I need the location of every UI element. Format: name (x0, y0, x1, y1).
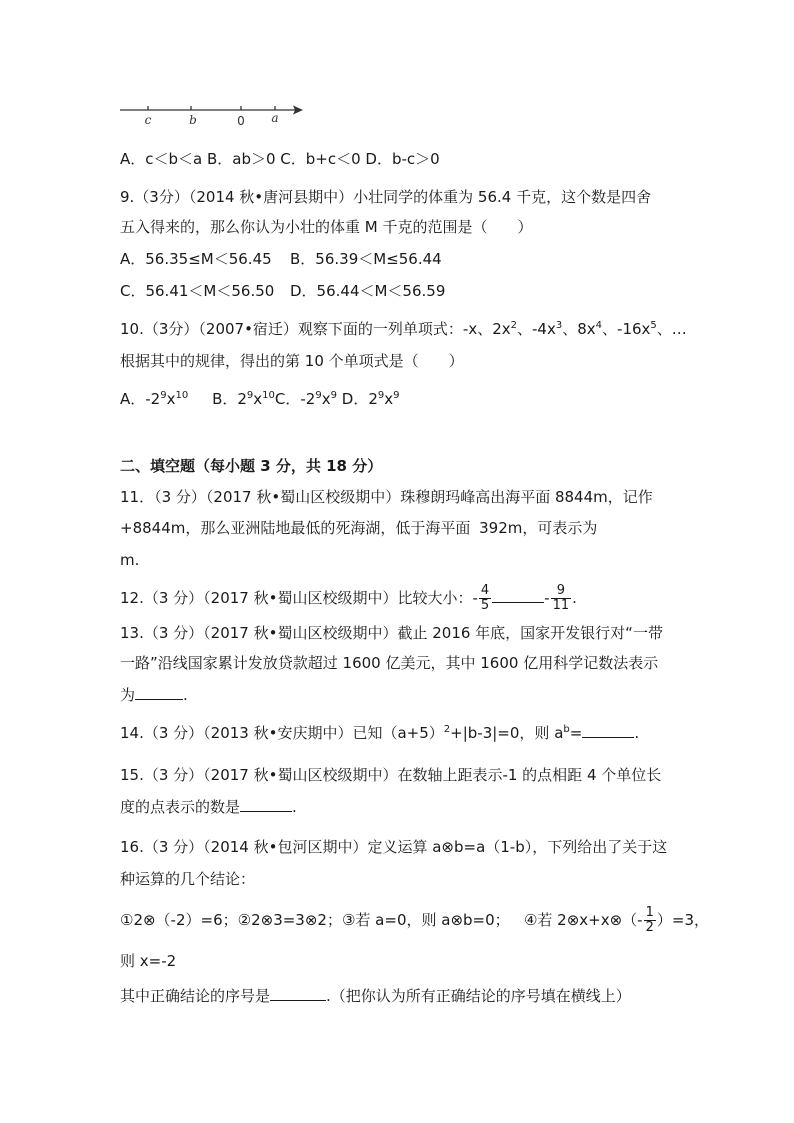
q11-stem-2: +8844m，那么亚洲陆地最低的死海湖，低于海平面 392m，可表示为 (120, 519, 598, 537)
q16-conclusions (120, 906, 709, 935)
tick-label-b: b (189, 113, 197, 127)
q15-line-2: 度的点表示的数是 . (120, 798, 297, 816)
fraction-4-5: $\frac{4}{5}$ (480, 583, 490, 613)
q10-line-1: 10.（3分）（2007•宿迁）观察下面的一列单项式：-x、$2x^2$、$-4x^3$、$8x^4$、$-16x^5$、… (120, 320, 687, 338)
q9-stem-2: 五入得来的，那么你认为小壮的体重 M 千克的范围是（ ） (120, 218, 533, 236)
q9-stem-1: 9.（3分）（2014 秋•唐河县期中）小壮同学的体重为 56.4 千克，这个数是四舍 (120, 188, 652, 206)
q11-stem-1: 11．（3 分）（2017 秋•蜀山区校级期中）珠穆朗玛峰高出海平面 8844m，记作 (120, 488, 653, 506)
q8-options (120, 149, 440, 169)
q16-stem-4: 则 x=-2 (120, 952, 177, 970)
q10-stem-prefix: 10.（3分）（2007•宿迁）观察下面的一列单项式： (120, 320, 463, 338)
q16-conclusion-4: ④若 2⊗x+x⊗（- (523, 911, 643, 929)
tick-label-a: a (271, 111, 279, 125)
q13-line-3: 为 . (120, 686, 188, 704)
q16-conclusion-3: ③若 a=0，则 a⊗b=0； (341, 911, 510, 929)
q10-option-c: C．$-2^9x^9$ (274, 390, 337, 408)
q16-conclusion-2: ②2⊗3=3⊗2； (237, 911, 342, 929)
q16-stem-5b: .（把你认为所有正确结论的序号填在横线上） (326, 987, 631, 1005)
q10-option-a: A．$-2^9x^{10}$ (120, 390, 189, 408)
q11-line-3 (120, 550, 139, 570)
q9-option-d: D．56.44＜M＜56.59 (290, 282, 446, 300)
q9-options-row-2 (120, 281, 445, 301)
q12-stem: 12.（3 分）（2017 秋•蜀山区校级期中）比较大小： (120, 589, 473, 607)
q16-line-5 (120, 986, 631, 1006)
q13-line-1 (120, 623, 663, 643)
q16-line-4 (120, 951, 176, 971)
q16-stem-5a: 其中正确结论的序号是 (120, 987, 271, 1005)
q9-option-a: A．56.35≤M＜56.45 (120, 250, 272, 268)
answer-blank[interactable] (582, 723, 634, 738)
q9-line-2 (120, 217, 532, 237)
q10-stem-2: 根据其中的规律，得出的第 10 个单项式是（ ） (120, 352, 464, 370)
q10-line-2 (120, 351, 464, 371)
q16-stem-1: 16.（3 分）（2014 秋•包河区期中）定义运算 a⊗b=a（1-b），下列给出了关于这 (120, 838, 668, 856)
q13-stem-2: 一路”沿线国家累计发放贷款超过 1600 亿美元，其中 1600 亿用科学记数法表示 (120, 654, 659, 672)
q13-line-2 (120, 653, 658, 673)
q9-line-1 (120, 187, 651, 207)
q13-stem-3: 为 (120, 686, 136, 704)
q16-line-2 (120, 869, 255, 889)
q16-stem-2: 种运算的几个结论： (120, 870, 256, 888)
q10-options (120, 389, 400, 409)
q16-conclusion-4-end: ）=3， (656, 911, 710, 929)
fraction-1-2: $\frac{1}{2}$ (645, 905, 654, 935)
answer-blank[interactable] (135, 685, 183, 700)
tick-label-c: c (144, 113, 152, 127)
q10-option-b: B．$2^9x^{10}$ (212, 390, 275, 408)
q15-stem-2: 度的点表示的数是 (120, 798, 241, 816)
q9-option-b: B．56.39＜M≤56.44 (290, 250, 442, 268)
q8-options-text: A．c＜b＜a B．ab＞0 C．b+c＜0 D．b-c＞0 (120, 150, 440, 168)
q15-line-1 (120, 765, 661, 785)
tick-label-0: 0 (237, 114, 245, 128)
q15-stem-1: 15.（3 分）（2017 秋•蜀山区校级期中）在数轴上距表示-1 的点相距 4 个单位长 (120, 766, 662, 784)
q14-stem: 14.（3 分）（2013 秋•安庆期中）已知 (120, 724, 383, 742)
fraction-9-11: $\frac{9}{11}$ (552, 583, 570, 613)
q9-option-c: C．56.41＜M＜56.50 (120, 282, 275, 300)
q9-options-row-1 (120, 249, 442, 269)
answer-blank[interactable] (492, 588, 544, 603)
number-line-figure (115, 96, 315, 132)
q16-conclusion-1: ①2⊗（-2）=6； (120, 911, 238, 929)
answer-blank[interactable] (240, 797, 292, 812)
section-2-heading: 二、填空题（每小题 3 分，共 18 分） (120, 457, 383, 475)
q14-line: 14.（3 分）（2013 秋•安庆期中）已知$(a+5)^2+|b-3|=0$，则 $a^b=$ . (120, 724, 640, 742)
q10-option-d: D．$2^9x^9$ (341, 390, 400, 408)
q11-stem-3: m. (120, 551, 140, 569)
q11-line-1 (120, 487, 653, 507)
q13-stem-1: 13.（3 分）（2017 秋•蜀山区校级期中）截止 2016 年底，国家开发银行对“一带 (120, 624, 663, 642)
q12-line: 12.（3 分）（2017 秋•蜀山区校级期中）比较大小：- $\frac{4}{5}$ - $\frac{9}{11}$ . (120, 583, 577, 613)
q11-line-2 (120, 518, 597, 538)
q16-line-1 (120, 837, 667, 857)
answer-blank[interactable] (270, 986, 326, 1001)
